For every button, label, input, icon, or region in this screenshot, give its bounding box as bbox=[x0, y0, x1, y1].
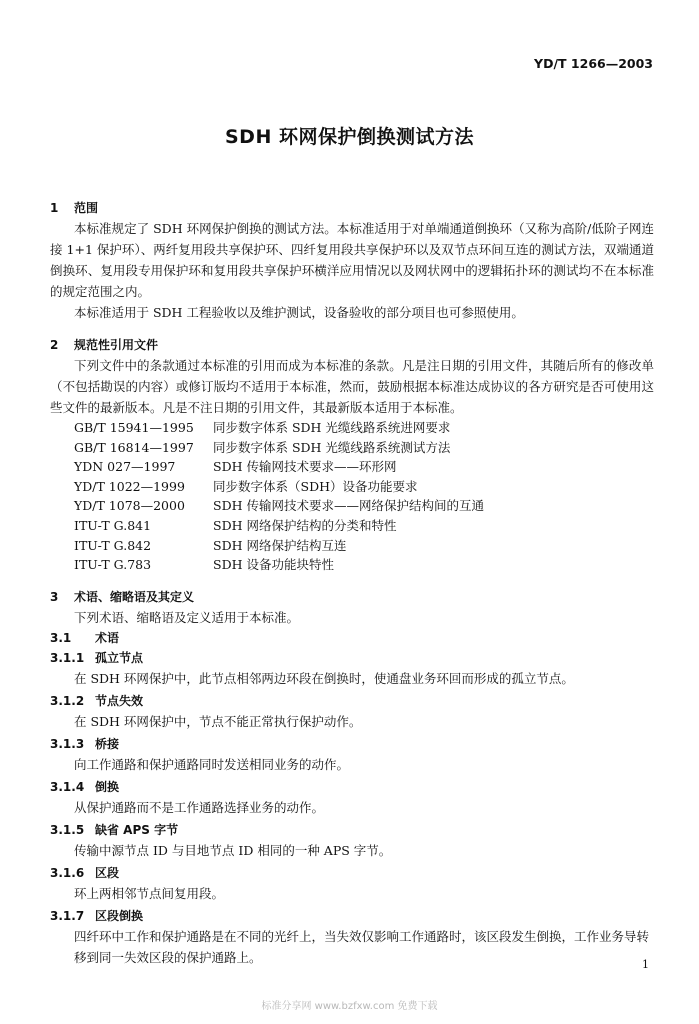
term-name: 区段倒换 bbox=[95, 908, 144, 923]
term-definition: 从保护通路而不是工作通路选择业务的动作。 bbox=[74, 799, 325, 815]
reference-item bbox=[74, 536, 654, 556]
section-title: 规范性引用文件 bbox=[74, 338, 159, 352]
section-number: 2 bbox=[50, 338, 59, 352]
term-definition: 传输中源节点 ID 与目地节点 ID 相同的一种 APS 字节。 bbox=[74, 842, 392, 858]
term-definition: 环上两相邻节点间复用段。 bbox=[74, 885, 225, 901]
reference-code: YDN 027—1997 bbox=[74, 459, 176, 475]
reference-item bbox=[74, 477, 654, 497]
term-name: 节点失效 bbox=[95, 693, 144, 708]
reference-title: SDH 传输网技术要求——环形网 bbox=[213, 459, 397, 475]
section-1-heading bbox=[50, 198, 654, 218]
term-definition: 在 SDH 环网保护中，此节点相邻两边环段在倒换时，使通盘业务环回而形成的孤立节点。 bbox=[74, 670, 574, 686]
reference-title: SDH 网络保护结构互连 bbox=[213, 537, 347, 553]
reference-item bbox=[74, 496, 654, 516]
section-title: 范围 bbox=[74, 201, 99, 215]
reference-code: ITU-T G.841 bbox=[74, 517, 152, 533]
reference-item bbox=[74, 555, 654, 575]
document-code: YD/T 1266—2003 bbox=[534, 56, 653, 71]
section-3-heading bbox=[50, 587, 654, 607]
term-number: 3.1.7 bbox=[50, 908, 85, 923]
term-definition: 在 SDH 环网保护中，节点不能正常执行保护动作。 bbox=[74, 713, 362, 729]
reference-item bbox=[74, 438, 654, 458]
document-body bbox=[50, 186, 654, 970]
term-number: 3.1.1 bbox=[50, 650, 85, 665]
reference-title: SDH 设备功能块特性 bbox=[213, 557, 334, 573]
reference-title: 同步数字体系 SDH 光缆线路系统进网要求 bbox=[213, 420, 451, 435]
term-name: 缺省 APS 字节 bbox=[95, 822, 179, 837]
section-number: 1 bbox=[50, 201, 59, 215]
term-number: 3.1.2 bbox=[50, 693, 85, 708]
term-definition: 向工作通路和保护通路同时发送相同业务的动作。 bbox=[74, 756, 350, 772]
term-name: 孤立节点 bbox=[95, 650, 144, 665]
reference-list bbox=[74, 418, 654, 575]
section-number: 3 bbox=[50, 589, 59, 604]
term-number: 3.1.5 bbox=[50, 822, 85, 837]
term-heading bbox=[50, 906, 654, 926]
page-number: 1 bbox=[642, 958, 649, 971]
term-number: 3.1.4 bbox=[50, 779, 85, 794]
reference-title: SDH 传输网技术要求——网络保护结构间的互通 bbox=[213, 498, 484, 514]
subsection-heading bbox=[50, 628, 654, 648]
reference-code: ITU-T G.783 bbox=[74, 557, 152, 573]
terms-intro: 下列术语、缩略语及定义适用于本标准。 bbox=[74, 609, 300, 625]
subsection-title: 术语 bbox=[95, 630, 120, 645]
scope-paragraph-2: 本标准适用于 SDH 工程验收以及维护测试，设备验收的部分项目也可参照使用。 bbox=[74, 305, 524, 320]
section-title: 术语、缩略语及其定义 bbox=[74, 589, 195, 604]
watermark-text: 标准分享网 www.bzfxw.com 免费下载 bbox=[261, 1001, 438, 1012]
term-name: 区段 bbox=[95, 865, 120, 880]
term-name: 倒换 bbox=[95, 779, 120, 794]
term-definition: 四纤环中工作和保护通路是在不同的光纤上，当失效仅影响工作通路时，该区段发生倒换，工作业务导转移到同一失效区段的保护通路上。 bbox=[74, 928, 650, 965]
reference-code: YD/T 1078—2000 bbox=[74, 498, 185, 514]
reference-code: GB/T 16814—1997 bbox=[74, 439, 194, 455]
term-number: 3.1.3 bbox=[50, 736, 85, 751]
reference-item bbox=[74, 457, 654, 477]
reference-title: 同步数字体系 SDH 光缆线路系统测试方法 bbox=[213, 439, 451, 455]
term-heading bbox=[50, 863, 654, 883]
term-heading bbox=[50, 691, 654, 711]
term-heading bbox=[50, 734, 654, 754]
references-intro: 下列文件中的条款通过本标准的引用而成为本标准的条款。凡是注日期的引用文件，其随后所有的修改单（不包括勘误的内容）或修订版均不适用于本标准，然而，鼓励根据本标准达成协议的各方研究是否可使用这些文件的最新版本。凡是不注日期的引用文件，其最新版本适用于本标准。 bbox=[50, 358, 654, 415]
term-heading bbox=[50, 777, 654, 797]
reference-item bbox=[74, 516, 654, 536]
subsection-number: 3.1 bbox=[50, 630, 72, 645]
reference-item bbox=[74, 418, 654, 438]
section-2-heading bbox=[50, 335, 654, 355]
term-heading bbox=[50, 820, 654, 840]
term-name: 桥接 bbox=[95, 736, 120, 751]
page-title: SDH 环网保护倒换测试方法 bbox=[225, 126, 474, 148]
reference-code: YD/T 1022—1999 bbox=[74, 478, 185, 494]
reference-title: 同步数字体系（SDH）设备功能要求 bbox=[213, 478, 418, 494]
term-heading bbox=[50, 648, 654, 668]
scope-paragraph-1: 本标准规定了 SDH 环网保护倒换的测试方法。本标准适用于对单端通道倒换环（又称为高阶/低阶子网连接 1+1 保护环）、两纤复用段共享保护环、四纤复用段共享保护环以及双节点环间互连的测试方法，双端通道倒换环、复用段专用保护环和复用段共享保护环横洋应用情况以及网状网中的逻辑拓扑环的测试均不在本标准的规定范围之内。 bbox=[50, 221, 654, 299]
reference-code: GB/T 15941—1995 bbox=[74, 420, 194, 435]
term-number: 3.1.6 bbox=[50, 865, 85, 880]
reference-title: SDH 网络保护结构的分类和特性 bbox=[213, 517, 397, 533]
reference-code: ITU-T G.842 bbox=[74, 537, 152, 553]
